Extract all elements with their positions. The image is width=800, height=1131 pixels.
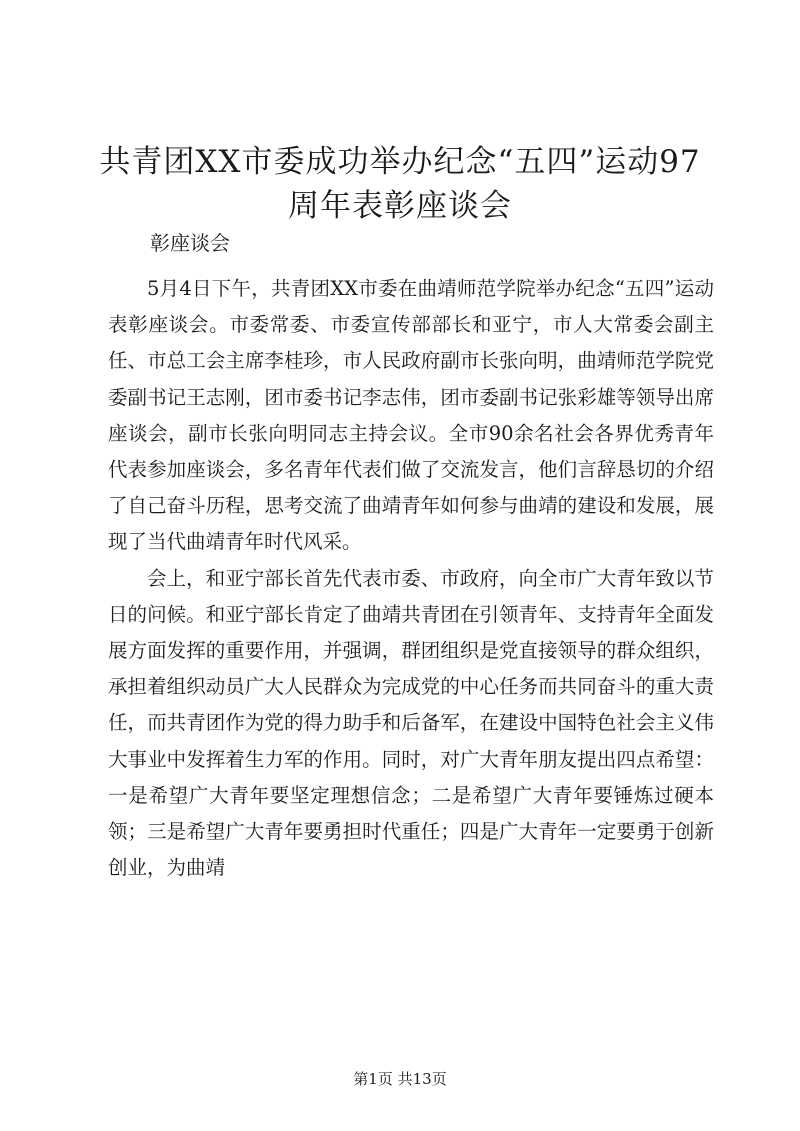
document-title: 共青团XX市委成功举办纪念“五四”运动97周年表彰座谈会 — [99, 144, 701, 224]
paragraph: 会上，和亚宁部长首先代表市委、市政府，向全市广大青年致以节日的问候。和亚宁部长肯定了曲靖共青团在引领青年、支持青年全面发展方面发挥的重要作用，并强调，群团组织是党直接领导的群众组织，承担着组织动员广大人民群众为完成党的中心任务而共同奋斗的重大责任，而共青团作为党的得力助手和后备军，在建设中国特色社会主义伟大事业中发挥着生力军的作用。同时，对广大青年朋友提出四点希望：一是希望广大青年要坚定理想信念；二是希望广大青年要锤炼过硬本领；三是希望广大青年要勇担时代重任；四是广大青年一定要勇于创新创业，为曲靖 — [108, 566, 714, 880]
page-footer: 第1页 共13页 — [353, 1070, 447, 1088]
paragraph: 5月4日下午，共青团XX市委在曲靖师范学院举办纪念“五四”运动表彰座谈会。市委常委、市委宣传部部长和亚宁，市人大常委会副主任、市总工会主席李桂珍，市人民政府副市长张向明，曲靖师范学院党委副书记王志刚，团市委书记李志伟，团市委副书记张彩雄等领导出席座谈会，副市长张向明同志主持会议。全市90余名社会各界优秀青年代表参加座谈会，多名青年代表们做了交流发言，他们言辞恳切的介绍了自己奋斗历程，思考交流了曲靖青年如何参与曲靖的建设和发展，展现了当代曲靖青年时代风采。 — [108, 277, 714, 554]
document-subheading: 彰座谈会 — [150, 231, 230, 255]
document-body — [108, 271, 714, 886]
